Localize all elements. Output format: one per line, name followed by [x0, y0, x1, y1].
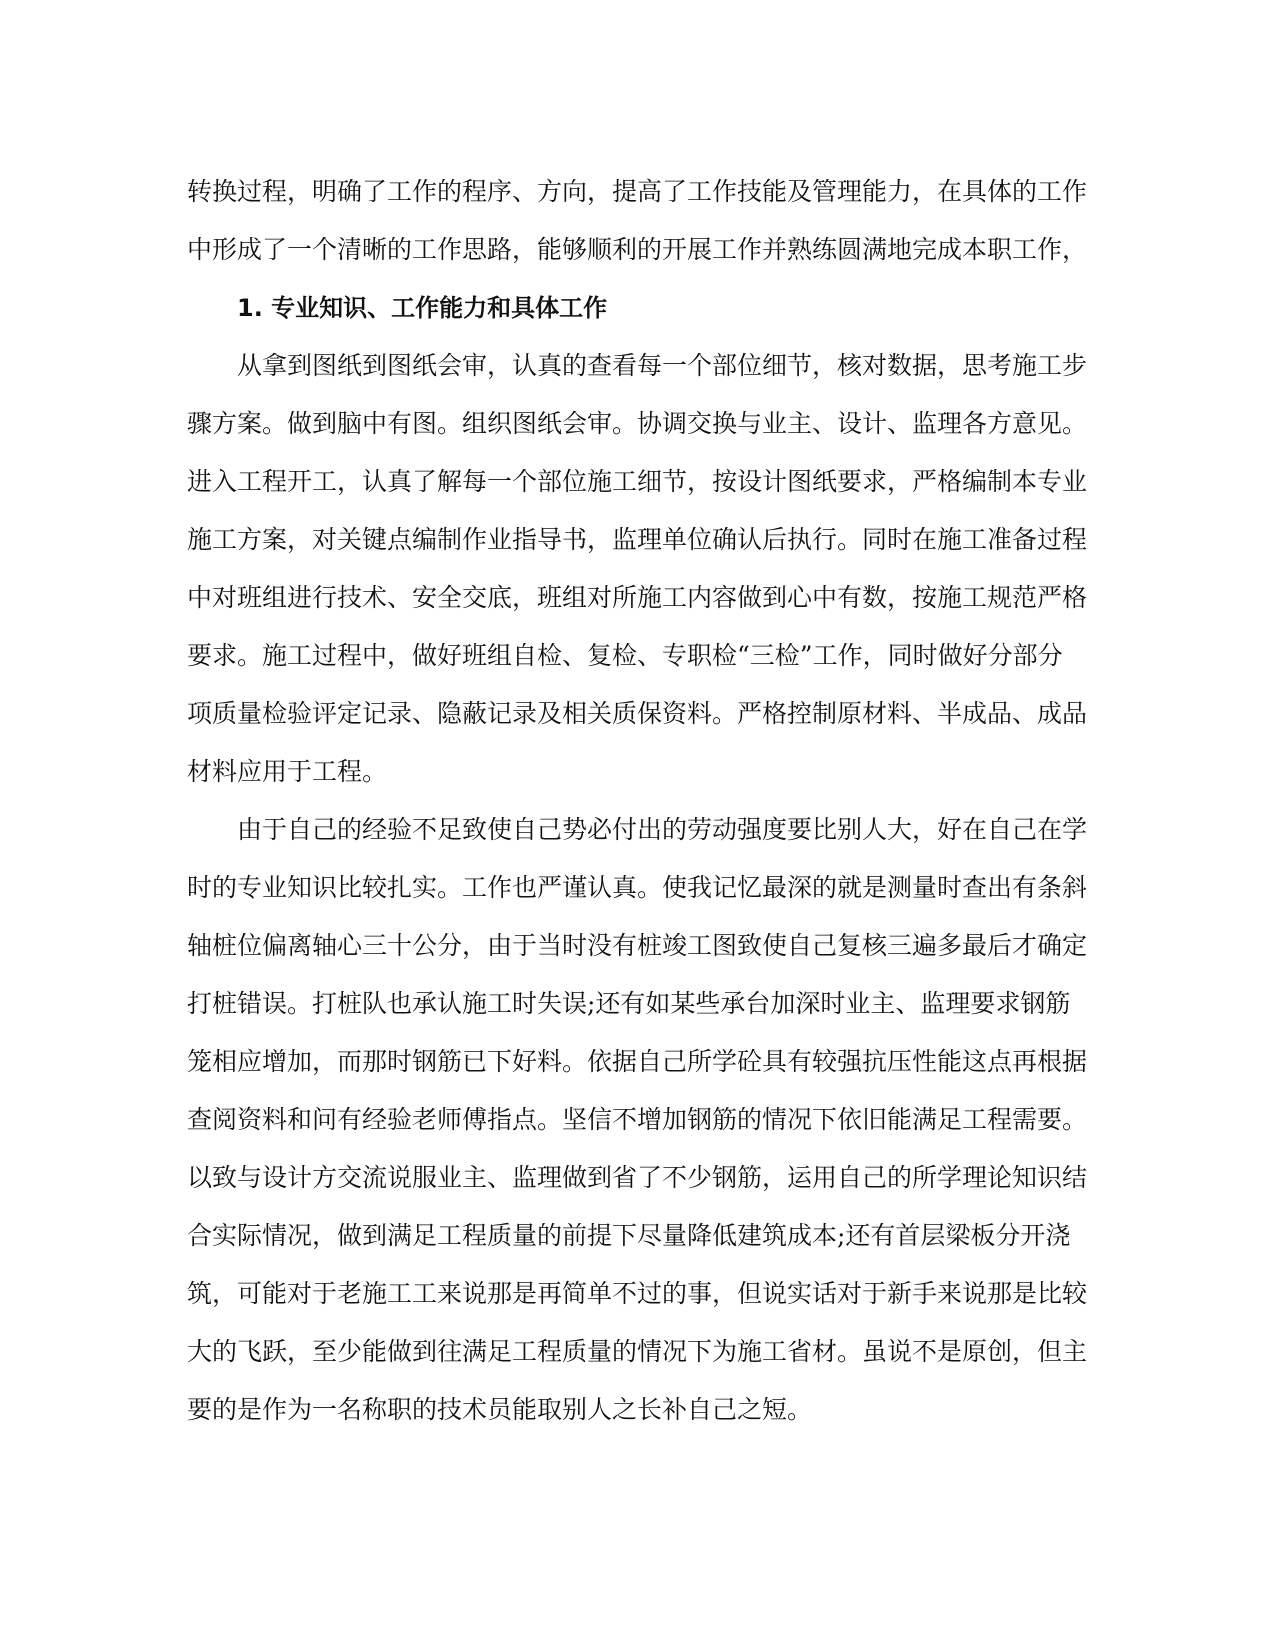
document-body — [187, 163, 1088, 1439]
text-line: 笼相应增加，而那时钢筋已下好料。依据自己所学砼具有较强抗压性能这点再根据 — [187, 1047, 1088, 1076]
text-line: 项质量检验评定记录、隐蔽记录及相关质保资料。严格控制原材料、半成品、成品 — [187, 699, 1088, 728]
text-line: 中形成了一个清晰的工作思路，能够顺利的开展工作并熟练圆满地完成本职工作， — [187, 235, 1088, 264]
text-line: 进入工程开工，认真了解每一个部位施工细节，按设计图纸要求，严格编制本专业 — [187, 467, 1088, 496]
text-line: 打桩错误。打桩队也承认施工时失误;还有如某些承台加深时业主、监理要求钢筋 — [187, 989, 1071, 1018]
section-heading: 1. 专业知识、工作能力和具体工作 — [237, 294, 608, 322]
text-line: 时的专业知识比较扎实。工作也严谨认真。使我记忆最深的就是测量时查出有条斜 — [187, 873, 1088, 902]
text-line: 合实际情况，做到满足工程质量的前提下尽量降低建筑成本;还有首层梁板分开浇 — [187, 1221, 1071, 1250]
intro-paragraph — [187, 163, 1088, 279]
text-line: 轴桩位偏离轴心三十公分，由于当时没有桩竣工图致使自己复核三遍多最后才确定 — [187, 931, 1088, 960]
text-line: 从拿到图纸到图纸会审，认真的查看每一个部位细节，核对数据，思考施工步 — [237, 351, 1088, 380]
text-line: 转换过程，明确了工作的程序、方向，提高了工作技能及管理能力，在具体的工作 — [187, 177, 1088, 206]
text-line: 中对班组进行技术、安全交底，班组对所施工内容做到心中有数，按施工规范严格 — [187, 583, 1088, 612]
text-line: 施工方案，对关键点编制作业指导书，监理单位确认后执行。同时在施工准备过程 — [187, 525, 1088, 554]
text-line: 骤方案。做到脑中有图。组织图纸会审。协调交换与业主、设计、监理各方意见。 — [187, 409, 1088, 438]
text-line: 由于自己的经验不足致使自己势必付出的劳动强度要比别人大，好在自己在学 — [237, 815, 1088, 844]
text-line: 筑，可能对于老施工工来说那是再简单不过的事，但说实话对于新手来说那是比较 — [187, 1279, 1088, 1308]
text-line: 要的是作为一名称职的技术员能取别人之长补自己之短。 — [187, 1395, 813, 1424]
text-line: 要求。施工过程中，做好班组自检、复检、专职检“三检”工作，同时做好分部分 — [187, 641, 1063, 670]
text-line: 大的飞跃，至少能做到往满足工程质量的情况下为施工省材。虽说不是原创，但主 — [187, 1337, 1088, 1366]
text-line: 以致与设计方交流说服业主、监理做到省了不少钢筋，运用自己的所学理论知识结 — [187, 1163, 1088, 1192]
text-line: 查阅资料和问有经验老师傅指点。坚信不增加钢筋的情况下依旧能满足工程需要。 — [187, 1105, 1088, 1134]
paragraph-drawing-review — [187, 337, 1088, 801]
text-line: 材料应用于工程。 — [187, 757, 388, 786]
paragraph-experience — [187, 801, 1088, 1439]
